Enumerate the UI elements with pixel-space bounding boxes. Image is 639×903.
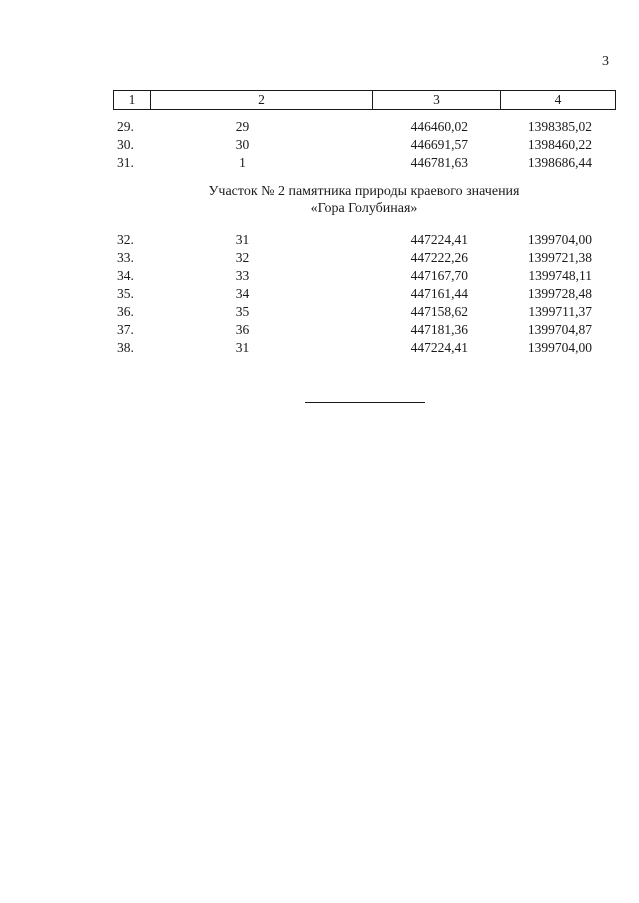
table-row [0, 339, 639, 357]
table-row [0, 303, 639, 321]
coordinate-x: 447158,62 [410, 304, 468, 319]
row-number: 35. [117, 286, 134, 301]
section-title-line-2: «Гора Голубиная» [310, 201, 418, 216]
coordinate-y: 1398686,44 [527, 155, 592, 170]
coordinate-x: 447224,41 [410, 340, 468, 355]
end-divider-line [305, 402, 425, 403]
point-number: 1 [239, 155, 246, 170]
point-number: 34 [235, 286, 250, 301]
coordinate-y: 1399721,38 [527, 250, 592, 265]
point-number: 31 [235, 232, 250, 247]
column-header-2: 2 [151, 91, 373, 110]
point-number: 36 [235, 322, 250, 337]
point-number: 30 [235, 137, 250, 152]
table-row [0, 267, 639, 285]
column-header-1: 1 [114, 91, 151, 110]
coordinate-y: 1399711,37 [528, 304, 592, 319]
coordinate-x: 446781,63 [410, 155, 468, 170]
coordinate-y: 1398385,02 [527, 119, 592, 134]
table-row [0, 249, 639, 267]
row-number: 31. [117, 155, 134, 170]
coordinate-x: 447167,70 [410, 268, 468, 283]
coordinates-list-part1 [0, 118, 639, 172]
page-number: 3 [602, 54, 609, 69]
column-header-4: 4 [501, 91, 616, 110]
column-header-3: 3 [373, 91, 501, 110]
row-number: 36. [117, 304, 134, 319]
coordinate-y: 1399728,48 [527, 286, 592, 301]
row-number: 29. [117, 119, 134, 134]
coordinate-y: 1399704,00 [527, 340, 592, 355]
row-number: 37. [117, 322, 134, 337]
coordinates-list-part2 [0, 231, 639, 357]
coordinate-x: 447161,44 [410, 286, 468, 301]
table-row [0, 231, 639, 249]
row-number: 33. [117, 250, 134, 265]
point-number: 32 [235, 250, 250, 265]
row-number: 38. [117, 340, 134, 355]
coordinate-y: 1399704,87 [527, 322, 592, 337]
table-row [0, 285, 639, 303]
point-number: 29 [235, 119, 250, 134]
point-number: 31 [235, 340, 250, 355]
coordinate-x: 447224,41 [410, 232, 468, 247]
table-row [0, 154, 639, 172]
row-number: 34. [117, 268, 134, 283]
coordinate-x: 447181,36 [410, 322, 468, 337]
table-row [0, 118, 639, 136]
coordinate-x: 446460,02 [410, 119, 468, 134]
section-title [113, 183, 615, 217]
coordinate-x: 447222,26 [410, 250, 468, 265]
section-title-line-1: Участок № 2 памятника природы краевого значения [208, 184, 520, 199]
table-row [0, 136, 639, 154]
coordinate-y: 1399704,00 [527, 232, 592, 247]
row-number: 32. [117, 232, 134, 247]
column-header-row [114, 91, 616, 110]
coordinate-y: 1399748,11 [528, 268, 592, 283]
point-number: 33 [235, 268, 250, 283]
coordinate-x: 446691,57 [410, 137, 468, 152]
coordinate-y: 1398460,22 [527, 137, 592, 152]
point-number: 35 [235, 304, 250, 319]
row-number: 30. [117, 137, 134, 152]
table-row [0, 321, 639, 339]
column-header-table [113, 90, 616, 110]
